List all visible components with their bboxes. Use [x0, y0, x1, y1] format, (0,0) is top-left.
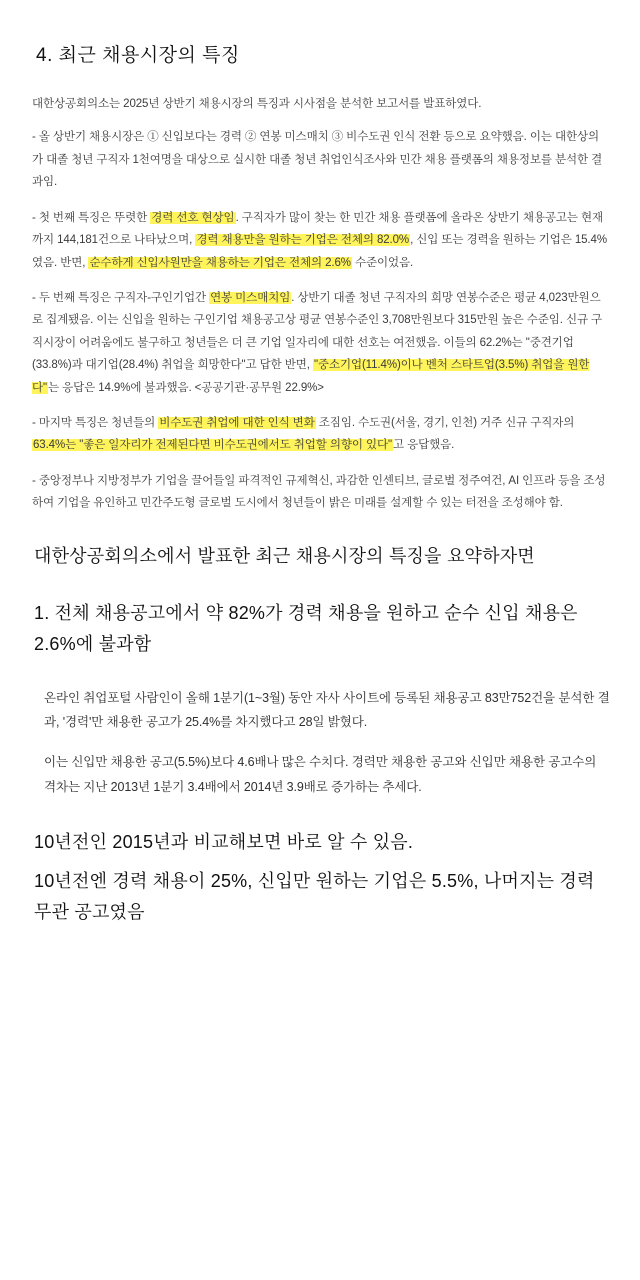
- highlight-non-capital-awareness: 비수도권 취업에 대한 인식 변화: [159, 417, 315, 430]
- highlight-career-preference: 경력 선호 현상임: [151, 211, 235, 224]
- report-p2-mid2: , 신입 또는 경력을 원하는 기업은 15.4%였음. 반면,: [32, 234, 607, 269]
- closing-line-2: 10년전엔 경력 채용이 25%, 신입만 원하는 기업은 5.5%, 나머지는 경력 무관 공고였음: [34, 871, 595, 923]
- report-p3-pre: - 두 번째 특징은 구직자-구인기업간: [32, 291, 210, 304]
- report-paragraph-4: [32, 412, 610, 457]
- report-p4-mid: 조짐임. 수도권(서울, 경기, 인천) 거주 신규 구직자의: [315, 417, 575, 430]
- report-p2-mid: . 구직자가 많이 찾는 한 민간 채용 플랫폼에 올라온 상반기 채용공고는 현재까지 144,181건으로 나타났으며,: [32, 211, 603, 247]
- report-p4-pre: - 마지막 특징은 청년들의: [32, 417, 159, 430]
- news-quote-paragraph-2: 이는 신입만 채용한 공고(5.5%)보다 4.6배나 많은 수치다. 경력만 채용한 공고와 신입만 채용한 공고수의 격차는 지난 2013년 1분기 3.4배에서 2014년 3.9배로 증가하는 추세다.: [44, 755, 597, 794]
- report-intro: 대한상공회의소는 2025년 상반기 채용시장의 특징과 시사점을 분석한 보고서를 발표하였다.: [32, 98, 482, 110]
- report-p3-end: 는 응답은 14.9%에 불과했음. <공공기관·공무원 22.9%>: [48, 381, 324, 394]
- highlight-2-6-percent: 순수하게 신입사원만을 채용하는 기업은 전체의 2.6%: [89, 256, 351, 269]
- report-paragraph-1: - 올 상반기 채용시장은 ① 신입보다는 경력 ② 연봉 미스매치 ③ 비수도권 인식 전환 등으로 요약했음. 이는 대한상의가 대졸 청년 구직자 1천여명을 대상으로 실시한 대졸 청년 취업인식조사와 민간 채용 플랫폼의 채용정보를 분석한 결과임.: [32, 131, 603, 189]
- bottom-spacer: [30, 936, 610, 1026]
- summary-intro: 대한상공회의소에서 발표한 최근 채용시장의 특징을 요약하자면: [34, 545, 535, 566]
- report-p2-pre: - 첫 번째 특징은 뚜렷한: [32, 211, 151, 224]
- news-quote-paragraph-1: 온라인 취업포털 사람인이 올해 1분기(1~3월) 동안 자사 사이트에 등록된 채용공고 83만752건을 분석한 결과, '경력'만 채용한 공고가 25.4%를 차지했다고 28일 밝혔다.: [44, 690, 610, 729]
- page-title: 4. 최근 채용시장의 특징: [36, 45, 240, 66]
- highlight-sme-startup: "중소기업(11.4%)이나 벤처 스타트업(3.5%) 취업을 원한다": [32, 359, 590, 394]
- report-p3-mid: . 상반기 대졸 청년 구직자의 희망 연봉수준은 평균 4,023만원으로 집계됐음. 이는 신입을 원하는 구인기업 채용공고상 평균 연봉수준인 3,708만원보다 315만원 높은 수준임. 신규 구직시장이 어려움에도 불구하고 청년들은 더 큰 기업 일자리에 대한 선호는 여전했음. 이들의 62.2%는 "중견기업(33.8%)과 대기업(28.4%) 취업을 희망한다"고 답한 반면,: [32, 291, 603, 372]
- closing-line-1: 10년전인 2015년과 비교해보면 바로 알 수 있음.: [34, 832, 414, 853]
- report-paragraph-3: [32, 287, 610, 399]
- highlight-82-percent: 경력 채용만을 원하는 기업은 전체의 82.0%: [196, 234, 410, 247]
- report-p2-end: 수준이었음.: [351, 256, 414, 269]
- highlight-63-4-percent: 63.4%는 "좋은 일자리가 전제된다면 비수도권에서도 취업할 의향이 있다": [33, 439, 392, 452]
- highlight-salary-mismatch: 연봉 미스매치임: [210, 291, 291, 304]
- report-paragraph-2: [32, 207, 610, 274]
- summary-point-1: 1. 전체 채용공고에서 약 82%가 경력 채용을 원하고 순수 신입 채용은 2.6%에 불과함: [34, 602, 578, 654]
- report-paragraph-5: - 중앙정부나 지방정부가 기업을 끌어들일 파격적인 규제혁신, 과감한 인센티브, 글로벌 정주여건, AI 인프라 등을 조성하여 기업을 유인하고 민간주도형 글로벌 도시에서 청년들이 밝은 미래를 설계할 수 있는 터전을 조성해야 함.: [32, 474, 606, 510]
- report-excerpt: [32, 93, 610, 515]
- report-p4-end: 고 응답했음.: [392, 439, 455, 452]
- closing-commentary: [30, 827, 610, 928]
- news-quote: [44, 686, 610, 800]
